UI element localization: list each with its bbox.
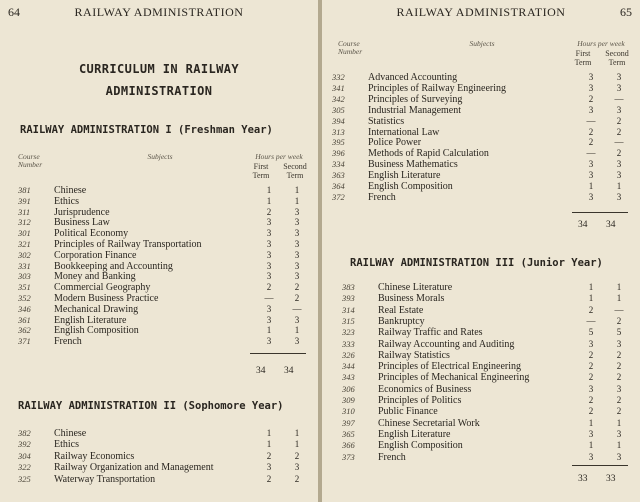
second-term-hours: 3 xyxy=(616,159,622,170)
course-subject: English Composition xyxy=(368,181,453,192)
course-number: 331 xyxy=(18,260,31,271)
course-number: 397 xyxy=(342,417,355,428)
course-number: 325 xyxy=(18,473,31,484)
course-row xyxy=(342,282,640,293)
course-subject: Business Law xyxy=(54,217,110,229)
second-term-hours: 3 xyxy=(616,428,622,439)
second-term-hours: 1 xyxy=(616,282,622,292)
second-term-hours: — xyxy=(614,304,624,315)
first-term-hours: 2 xyxy=(588,349,594,360)
course-subject: French xyxy=(368,191,396,203)
second-term-hours: 5 xyxy=(616,327,622,338)
course-row xyxy=(18,325,318,336)
course-subject: French xyxy=(54,336,82,348)
first-term-hours: — xyxy=(586,148,596,159)
course-subject: Railway Traffic and Rates xyxy=(378,327,483,339)
second-term-hours: 2 xyxy=(616,372,622,383)
second-term-hours: 2 xyxy=(616,115,622,126)
course-subject: Railway Statistics xyxy=(378,349,450,361)
second-term-hours: 2 xyxy=(294,293,300,303)
course-row xyxy=(342,361,640,372)
first-term-hours: 2 xyxy=(266,450,272,461)
right-page xyxy=(322,0,640,502)
second-term-hours: 3 xyxy=(294,228,300,239)
course-number: 321 xyxy=(18,239,31,249)
course-subject: Principles of Mechanical Engineering xyxy=(378,372,530,384)
course-subject: Money and Banking xyxy=(54,271,136,283)
course-row xyxy=(18,428,318,439)
first-term-hours: 3 xyxy=(588,170,594,181)
course-row xyxy=(18,261,318,272)
first-term-hours: 3 xyxy=(266,336,272,347)
course-subject: Principles of Surveying xyxy=(368,93,463,105)
second-term-hours: 1 xyxy=(616,440,622,451)
course-number: 326 xyxy=(342,349,355,360)
second-term-hours: 3 xyxy=(294,314,300,325)
first-term-hours: 2 xyxy=(588,126,594,137)
junior-total-second: 33 xyxy=(606,474,616,484)
course-number: 314 xyxy=(342,304,355,315)
course-number: 322 xyxy=(18,462,31,473)
course-row xyxy=(342,327,640,338)
sophomore-total-second: 34 xyxy=(606,220,616,230)
section-heading-freshman: RAILWAY ADMINISTRATION I (Freshman Year) xyxy=(20,124,273,136)
curriculum-title-line2: ADMINISTRATION xyxy=(105,84,213,98)
first-term-hours: 1 xyxy=(266,185,272,195)
course-row xyxy=(18,439,318,450)
course-number: 393 xyxy=(342,293,355,304)
course-row xyxy=(332,105,640,116)
first-term-hours: 3 xyxy=(266,228,272,239)
second-term-hours: 3 xyxy=(294,462,300,473)
course-row xyxy=(332,137,640,148)
first-term-hours: 3 xyxy=(266,314,272,325)
first-term-hours: 2 xyxy=(588,395,594,405)
course-row xyxy=(342,316,640,327)
course-row xyxy=(342,429,640,440)
first-term-hours: — xyxy=(264,293,274,303)
course-subject: Bankruptcy xyxy=(378,315,425,327)
course-subject: Chinese xyxy=(54,185,87,196)
first-term-hours: 1 xyxy=(266,195,272,206)
course-number: 342 xyxy=(332,93,345,104)
course-row xyxy=(342,440,640,451)
course-row xyxy=(18,250,318,261)
first-term-hours: 2 xyxy=(266,282,272,293)
course-subject: Mechanical Drawing xyxy=(54,303,139,315)
course-number: 341 xyxy=(332,82,345,93)
course-subject: English Composition xyxy=(54,325,139,337)
col-hours-per-week: Hours per week xyxy=(255,152,303,161)
freshman-total-second: 34 xyxy=(284,366,294,376)
sophomore-total-first: 34 xyxy=(578,220,588,230)
first-term-hours: 2 xyxy=(588,304,594,315)
course-number: 312 xyxy=(18,217,31,228)
course-row xyxy=(18,474,318,485)
second-term-hours: 2 xyxy=(616,315,622,326)
course-row xyxy=(342,384,640,395)
second-term-hours: — xyxy=(292,303,302,314)
course-row xyxy=(342,395,640,406)
course-row xyxy=(332,159,640,170)
course-row xyxy=(342,406,640,417)
course-row xyxy=(332,116,640,127)
course-subject: Public Finance xyxy=(378,406,438,418)
course-row xyxy=(18,217,318,228)
course-subject: English Composition xyxy=(378,440,463,452)
second-term-hours: 3 xyxy=(616,383,622,394)
course-row xyxy=(18,239,318,250)
second-term-hours: 3 xyxy=(294,217,300,228)
first-term-hours: 3 xyxy=(588,428,594,439)
second-term-hours: 3 xyxy=(294,206,300,217)
course-number: 394 xyxy=(332,115,345,126)
course-subject: Ethics xyxy=(54,439,79,451)
course-subject: Commercial Geography xyxy=(54,282,151,294)
course-number: 371 xyxy=(18,336,31,347)
course-row xyxy=(18,228,318,239)
second-term-hours: 3 xyxy=(294,239,300,249)
first-term-hours: 2 xyxy=(588,372,594,383)
col-course-number: Course Number xyxy=(18,152,43,169)
course-subject: Principles of Electrical Engineering xyxy=(378,361,522,373)
second-term-hours: 3 xyxy=(294,336,300,347)
course-number: 309 xyxy=(342,395,355,405)
course-number: 301 xyxy=(18,228,31,239)
second-term-hours: — xyxy=(614,93,624,104)
first-term-hours: 3 xyxy=(588,383,594,394)
first-term-hours: 2 xyxy=(588,361,594,372)
running-header: RAILWAY ADMINISTRATION xyxy=(396,5,566,19)
first-term-hours: 1 xyxy=(588,417,594,428)
first-term-hours: 3 xyxy=(588,82,594,93)
first-term-hours: 1 xyxy=(588,293,594,304)
second-term-hours: 2 xyxy=(616,361,622,372)
first-term-hours: 3 xyxy=(266,217,272,228)
second-term-hours: 2 xyxy=(294,473,300,484)
course-subject: Police Power xyxy=(368,137,422,149)
course-number: 381 xyxy=(18,185,31,195)
second-term-hours: 2 xyxy=(616,126,622,137)
first-term-hours: 3 xyxy=(588,451,594,462)
col-subjects: Subjects xyxy=(469,39,495,48)
course-row xyxy=(18,207,318,218)
course-row xyxy=(18,271,318,282)
course-row xyxy=(342,305,640,316)
page-number: 65 xyxy=(620,5,632,19)
course-number: 346 xyxy=(18,303,31,314)
course-row xyxy=(342,350,640,361)
second-term-hours: 3 xyxy=(294,260,300,271)
col-course-number: Course Number xyxy=(338,39,363,56)
second-term-hours: 1 xyxy=(294,185,300,195)
course-number: 391 xyxy=(18,195,31,206)
course-subject: Corporation Finance xyxy=(54,249,137,261)
first-term-hours: 2 xyxy=(266,473,272,484)
course-subject: Ethics xyxy=(54,195,79,207)
course-row xyxy=(342,293,640,304)
course-subject: Waterway Transportation xyxy=(54,473,156,485)
course-subject: Modern Business Practice xyxy=(54,293,159,304)
first-term-hours: 2 xyxy=(588,406,594,417)
course-row xyxy=(342,339,640,350)
course-subject: Chinese xyxy=(54,428,87,439)
course-row xyxy=(18,315,318,326)
course-number: 383 xyxy=(342,282,355,292)
second-term-hours: 2 xyxy=(616,148,622,159)
first-term-hours: 3 xyxy=(266,303,272,314)
second-term-hours: 3 xyxy=(616,191,622,202)
course-number: 302 xyxy=(18,249,31,260)
second-term-hours: 2 xyxy=(616,406,622,417)
course-subject: Principles of Railway Engineering xyxy=(368,82,507,94)
first-term-hours: 2 xyxy=(266,206,272,217)
course-number: 366 xyxy=(342,440,355,451)
first-term-hours: 3 xyxy=(588,338,594,349)
col-second-term: Second Term xyxy=(605,49,629,67)
course-row xyxy=(18,304,318,315)
course-number: 362 xyxy=(18,325,31,336)
course-subject: Methods of Rapid Calculation xyxy=(368,148,489,160)
second-term-hours: 3 xyxy=(616,170,622,181)
course-row xyxy=(332,181,640,192)
first-term-hours: 1 xyxy=(588,440,594,451)
first-term-hours: 1 xyxy=(588,181,594,191)
course-number: 344 xyxy=(342,361,355,372)
course-number: 343 xyxy=(342,372,355,383)
course-row xyxy=(342,452,640,463)
second-term-hours: — xyxy=(614,137,624,148)
first-term-hours: 3 xyxy=(266,249,272,260)
course-subject: International Law xyxy=(368,126,440,138)
first-term-hours: 2 xyxy=(588,137,594,148)
course-number: 310 xyxy=(342,406,355,417)
course-row xyxy=(18,336,318,347)
second-term-hours: 3 xyxy=(616,72,622,82)
course-number: 382 xyxy=(18,428,31,438)
second-term-hours: 3 xyxy=(294,249,300,260)
second-term-hours: 1 xyxy=(616,417,622,428)
course-subject: Bookkeeping and Accounting xyxy=(54,260,173,272)
course-number: 392 xyxy=(18,439,31,450)
second-term-hours: 1 xyxy=(294,195,300,206)
course-row xyxy=(332,72,640,83)
second-term-hours: 3 xyxy=(616,82,622,93)
section-heading-sophomore: RAILWAY ADMINISTRATION II (Sophomore Year) xyxy=(18,400,284,412)
first-term-hours: 2 xyxy=(588,93,594,104)
course-number: 303 xyxy=(18,271,31,282)
first-term-hours: — xyxy=(586,115,596,126)
col-subjects: Subjects xyxy=(147,152,173,161)
left-page xyxy=(0,0,318,502)
first-term-hours: 3 xyxy=(588,159,594,170)
first-term-hours: 3 xyxy=(588,72,594,82)
second-term-hours: 2 xyxy=(616,349,622,360)
col-first-term: First Term xyxy=(574,49,592,67)
first-term-hours: 3 xyxy=(266,462,272,473)
course-number: 361 xyxy=(18,314,31,325)
freshman-total-first: 34 xyxy=(256,366,266,376)
course-subject: Principles of Railway Transportation xyxy=(54,239,202,250)
second-term-hours: 2 xyxy=(294,282,300,293)
second-term-hours: 2 xyxy=(616,395,622,405)
course-row xyxy=(18,196,318,207)
course-row xyxy=(332,127,640,138)
course-number: 352 xyxy=(18,293,31,303)
course-subject: Chinese Secretarial Work xyxy=(378,417,480,429)
course-subject: French xyxy=(378,451,406,463)
course-subject: English Literature xyxy=(54,314,127,326)
first-term-hours: 1 xyxy=(588,282,594,292)
col-second-term: Second Term xyxy=(283,162,307,180)
second-term-hours: 2 xyxy=(294,450,300,461)
course-subject: Business Morals xyxy=(378,293,445,305)
first-term-hours: 3 xyxy=(588,104,594,115)
second-term-hours: 1 xyxy=(294,428,300,438)
total-rule xyxy=(572,212,628,213)
second-term-hours: 3 xyxy=(294,271,300,282)
course-subject: Railway Accounting and Auditing xyxy=(378,338,515,350)
course-row xyxy=(18,282,318,293)
course-number: 323 xyxy=(342,327,355,338)
course-row xyxy=(332,192,640,203)
col-first-term: First Term xyxy=(252,162,270,180)
course-number: 313 xyxy=(332,126,345,137)
course-number: 373 xyxy=(342,451,355,462)
second-term-hours: 3 xyxy=(616,338,622,349)
total-rule xyxy=(572,465,628,466)
course-number: 372 xyxy=(332,191,345,202)
course-number: 363 xyxy=(332,170,345,181)
first-term-hours: 3 xyxy=(266,260,272,271)
course-number: 351 xyxy=(18,282,31,293)
course-number: 364 xyxy=(332,181,345,191)
course-number: 396 xyxy=(332,148,345,159)
page-number: 64 xyxy=(8,5,20,19)
course-number: 311 xyxy=(18,206,31,217)
course-number: 306 xyxy=(342,383,355,394)
course-subject: English Literature xyxy=(378,428,451,440)
course-row xyxy=(342,372,640,383)
course-row xyxy=(18,451,318,462)
col-hours-per-week: Hours per week xyxy=(577,39,625,48)
running-header: RAILWAY ADMINISTRATION xyxy=(74,5,244,19)
curriculum-title-line1: CURRICULUM IN RAILWAY xyxy=(78,62,240,76)
course-subject: Jurisprudence xyxy=(54,206,110,218)
course-number: 395 xyxy=(332,137,345,148)
second-term-hours: 1 xyxy=(616,181,622,191)
second-term-hours: 1 xyxy=(294,439,300,450)
section-heading-junior: RAILWAY ADMINISTRATION III (Junior Year) xyxy=(350,257,603,269)
course-row xyxy=(332,83,640,94)
course-row xyxy=(332,94,640,105)
course-number: 305 xyxy=(332,104,345,115)
course-row xyxy=(18,462,318,473)
course-row xyxy=(332,148,640,159)
course-number: 365 xyxy=(342,428,355,439)
first-term-hours: 5 xyxy=(588,327,594,338)
first-term-hours: 1 xyxy=(266,428,272,438)
total-rule xyxy=(250,353,306,354)
course-number: 304 xyxy=(18,450,31,461)
course-number: 332 xyxy=(332,72,345,82)
course-subject: Business Mathematics xyxy=(368,159,458,171)
course-subject: English Literature xyxy=(368,170,441,182)
course-subject: Railway Organization and Management xyxy=(54,462,214,474)
course-subject: Economics of Business xyxy=(378,383,472,395)
course-subject: Advanced Accounting xyxy=(368,72,458,83)
course-subject: Industrial Management xyxy=(368,104,462,116)
course-subject: Chinese Literature xyxy=(378,282,453,293)
second-term-hours: 3 xyxy=(616,451,622,462)
course-subject: Real Estate xyxy=(378,304,424,316)
first-term-hours: 3 xyxy=(588,191,594,202)
course-subject: Statistics xyxy=(368,115,405,127)
junior-total-first: 33 xyxy=(578,474,588,484)
first-term-hours: 1 xyxy=(266,325,272,336)
first-term-hours: 3 xyxy=(266,239,272,249)
course-number: 333 xyxy=(342,338,355,349)
second-term-hours: 1 xyxy=(616,293,622,304)
course-row xyxy=(332,170,640,181)
course-row xyxy=(18,185,318,196)
first-term-hours: 3 xyxy=(266,271,272,282)
course-subject: Railway Economics xyxy=(54,450,135,462)
first-term-hours: 1 xyxy=(266,439,272,450)
second-term-hours: 3 xyxy=(616,104,622,115)
course-subject: Principles of Politics xyxy=(378,395,462,406)
course-row xyxy=(342,418,640,429)
course-number: 334 xyxy=(332,159,345,170)
first-term-hours: — xyxy=(586,315,596,326)
course-number: 315 xyxy=(342,315,355,326)
course-row xyxy=(18,293,318,304)
course-subject: Political Economy xyxy=(54,228,129,240)
second-term-hours: 1 xyxy=(294,325,300,336)
